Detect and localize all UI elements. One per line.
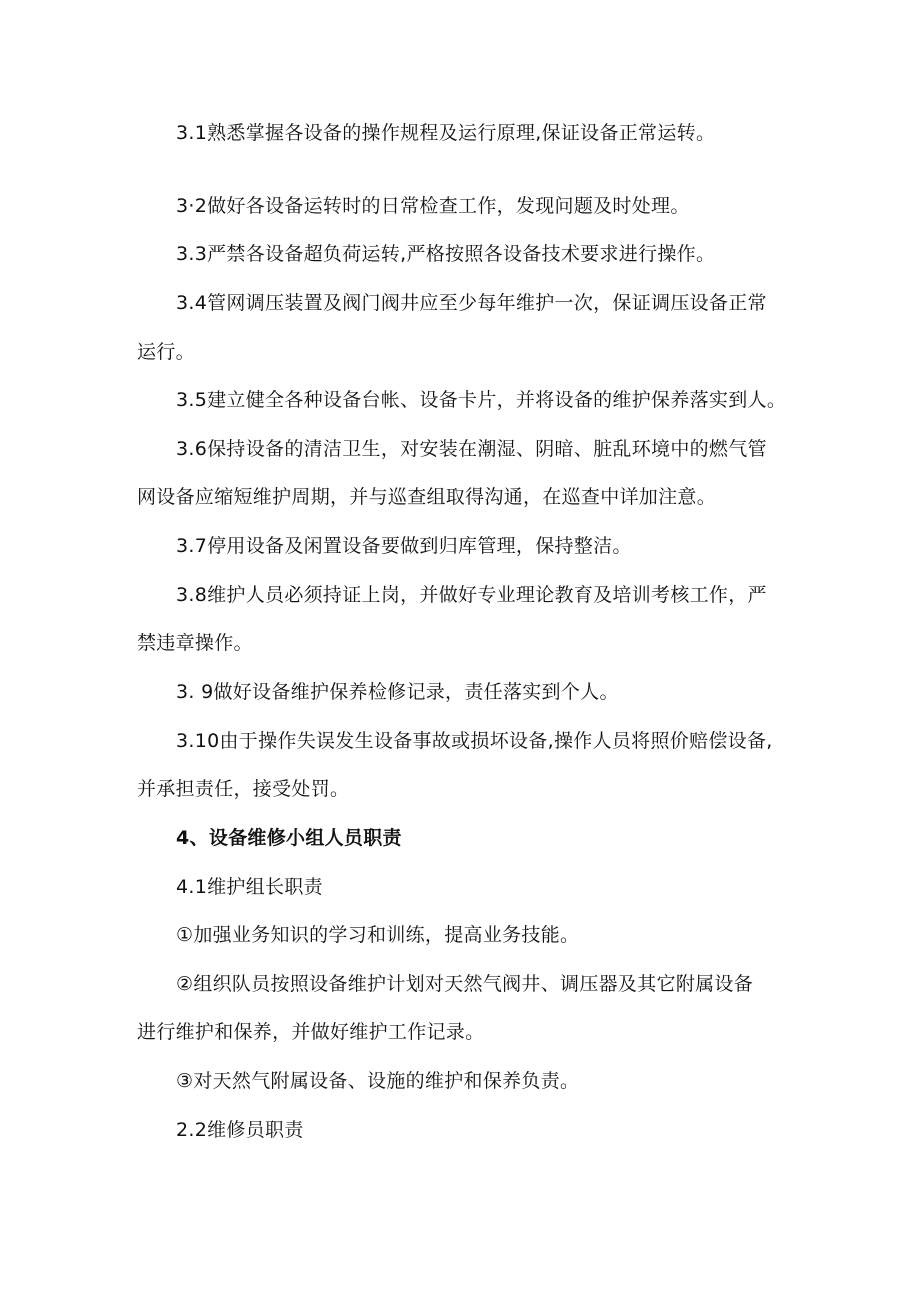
- paragraph-3-4-line-1: 3.4管网调压装置及阀门阀井应至少每年维护一次，保证调压设备正常: [176, 292, 767, 314]
- paragraph-3-5: 3.5建立健全各种设备台帐、设备卡片，并将设备的维护保养落实到人。: [176, 389, 787, 411]
- subheading-4-1: 4.1维护组长职责: [176, 876, 323, 898]
- paragraph-3-6-line-1: 3.6保持设备的清洁卫生，对安装在潮湿、阴暗、脏乱环境中的燃气管: [176, 438, 767, 460]
- list-item-2-line-2: 进行维护和保养，并做好维护工作记录。: [137, 1021, 485, 1043]
- list-item-3: ③对天然气附属设备、设施的维护和保养负责。: [176, 1070, 580, 1092]
- paragraph-3-3: 3.3严禁各设备超负荷运转,严格按照各设备技术要求进行操作。: [176, 243, 716, 265]
- paragraph-3-6-line-2: 网设备应缩短维护周期，并与巡查组取得沟通，在巡查中详加注意。: [137, 486, 717, 508]
- subheading-2-2: 2.2维修员职责: [176, 1119, 304, 1141]
- paragraph-3-7: 3.7停用设备及闲置设备要做到归库管理，保持整洁。: [176, 535, 632, 557]
- paragraph-3-8-line-2: 禁违章操作。: [137, 632, 253, 654]
- paragraph-3-1: 3.1熟悉掌握各设备的操作规程及运行原理,保证设备正常运转。: [176, 122, 716, 144]
- paragraph-3-10-line-1: 3.10由于操作失误发生设备事故或损坏设备,操作人员将照价赔偿设备,: [176, 730, 773, 752]
- paragraph-3-9: 3. 9做好设备维护保养检修记录，责任落实到个人。: [176, 681, 619, 703]
- paragraph-3-10-line-2: 并承担责任，接受处罚。: [137, 778, 350, 800]
- paragraph-3-8-line-1: 3.8维护人员必须持证上岗，并做好专业理论教育及培训考核工作，严: [176, 584, 767, 606]
- paragraph-3-2: 3·2做好各设备运转时的日常检查工作，发现问题及时处理。: [176, 195, 690, 217]
- list-item-1: ①加强业务知识的学习和训练，提高业务技能。: [176, 924, 580, 946]
- paragraph-3-4-line-2: 运行。: [137, 341, 195, 363]
- list-item-2-line-1: ②组织队员按照设备维护计划对天然气阀井、调压器及其它附属设备: [176, 973, 754, 995]
- section-heading-4: 4、设备维修小组人员职责: [176, 827, 402, 849]
